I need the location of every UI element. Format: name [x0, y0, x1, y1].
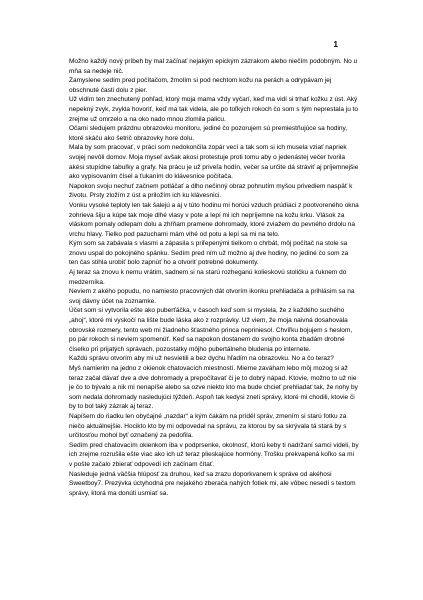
paragraph: Napokon svoju nechuť začnem potláčať a dlho nečinný obraz pohnutím myšou privediem naspäť k životu. Prsty zložím z úst a priložím ich ku klávesnici.: [69, 182, 353, 200]
paragraph: Každú správu otvorím aby mi už nesvietili a bez dychu hľadím na obrazovku. No a čo teraz?: [69, 355, 334, 363]
document-body: [69, 57, 359, 498]
paragraph: Myš namierim na jedno z okienok chatovacích miestností. Mierne zaváham lebo môj mozog si až teraz začal dávať dve a dve dohromady a prepočítavať či je to dobrý nápad. Ktovie, možno to už nie je čo to bývalo a nik mi nenapíše alebo sa ozve niekto kto ma bude chcieť prehliadať tak, že nohy by som nedala dohromady nasledujúci týždeň. Aspoň tak kedysi znelí správy, ktoré mi chodili, ktovie či by to bol taký zázrak aj teraz.: [69, 365, 358, 411]
paragraph: Aj teraz sa znovu k nemu vrátim, sadnem si na starú rozheganú kolieskovú stoličku a ťuknem do medzerníka.: [69, 269, 347, 286]
page-number: 1: [333, 40, 338, 49]
paragraph: Zamyslene sedím pred počítačom, žmolím si pod nechtom kožu na perách a odrypávam jej obschnuté časti dolu z pier.: [69, 77, 332, 94]
paragraph: Nasleduje jedná väčšia hlúposť za druhou, keď sa zrazu doporkvanem k správe od akéhosi Sweetboy7. Prezývka úctyhodná pre nejakého zberača nahých fotiek mi, ale vôbec nesedí s textom správy, ktorá ma donúti usmiať sa.: [69, 470, 356, 497]
paragraph: Mala by som pracovať, v práci som nedokončila zopár vecí a tak som si ich musela vziať napriek svojej nevôli domov. Moja myseľ avšak akosi protestuje proti tomu aby o jedenástej večer tvorila akési stupídne tabuľky a grafy. Na prácu je už priveľa hodín, večer sa určite dá stráviť aj príjemnejšie ako vypisovaním čísel a ťukaním do klávesnice počítača.: [69, 144, 359, 181]
paragraph: Sedím pred chatovacím okienkom iba v podprsenke, okolnosť, ktorú keby ti nadržaní samci videli, by ich zrejme rozrušila ešte viac ako ich už teraz plieskajúce hormóny. Trošku prekvapená koľko sa mi v pošte začalo zbierať odpovedí ich začínam čítať.: [69, 441, 359, 468]
paragraph: Napíšem do riadku len obyčajné „nazdar“ a kým čakám na príděl správ, zmením si starú fotku za niečo aktuálnejšie. Hocikto kto by mi odpovedal na správu, za ktorou by sa skrývala tá stará by s určitosťou mohol byť označený za pedofila.: [69, 412, 347, 440]
paragraph: Neviem z akého popudu, no namiesto pracovných dát otvorím ikonku prehliadača a prihlásim sa na svoj dávny účet na zoznamke.: [69, 288, 355, 305]
paragraph: Už vidím ten znechutený pohľad, ktorý moja mama vždy vyčarí, keď ma vidí si trhať kožku z úst. Aký nepekný zvyk, zvykla hovoriť, keď ma tak videla, ale po toľkých rokoch čo som s tým neprestala ju to zrejme už omrzelo a na oko nado mnou zlomila palicu.: [69, 96, 359, 123]
paragraph: Možno každý nový príbeh by mal začínať nejakým epickým zázrakom alebo niečím podobným. No u mňa sa nedeje nič.: [69, 58, 358, 75]
paragraph: Očami sledujem prázdnu obrazovku monitoru, jediné čo pozorujem sú premiestňujúce sa hodiny, ktoré skáču ako šetrič obrazovky hore dolu.: [69, 125, 348, 142]
paragraph: Kým som sa zabávala s vlasmi a zápasila s priľepenými tielkom o chrbát, môj počítač na stole sa znovu uspal do pokojného spánku. Sedím pred ním už možno aj dve hodiny, no jediné čo som za ten čas stihla urobiť bolo zapnúť ho a otvoriť potrebné dokumenty.: [69, 240, 349, 267]
paragraph: Účet som si vytvorila ešte ako puberťáčka, v časoch keď som si myslela, že z každého suchého „ahoj“, ktoré mi vyskočí na lište bude láska ako z rozprávky. Už viem, že moja naivná dosahovala obrovské rozmery, tento web mi žiadneho šťastného princa nepriniesol. Chvíľku bojujem s heslom, po pár rokoch si neviem spomenúť. Keď sa napokon dostanem do svojho konta zbadám drobné číselko pri prijatých správach, pozostatky môjho pubertálneho bludenia po internete.: [69, 307, 353, 353]
paragraph: Vonku vysoké teploty len tak šalejú a aj v túto hodinu mi horúci vzduch prúdiaci z pootvoreného okna zohrieva šiju a kúpe tak moje dlhé vlasy v pote a lepí mi ich nepríjemne na kožu krku. Vlások za vláskom pomaly odlepam dolu a zhŕňam pramene dohromady, ktoré zviažem do pevného drdolu na vrchu hlavy. Tielko pod pazuchami mám vlhé od potu a lepí sa mi na telo.: [69, 201, 359, 238]
